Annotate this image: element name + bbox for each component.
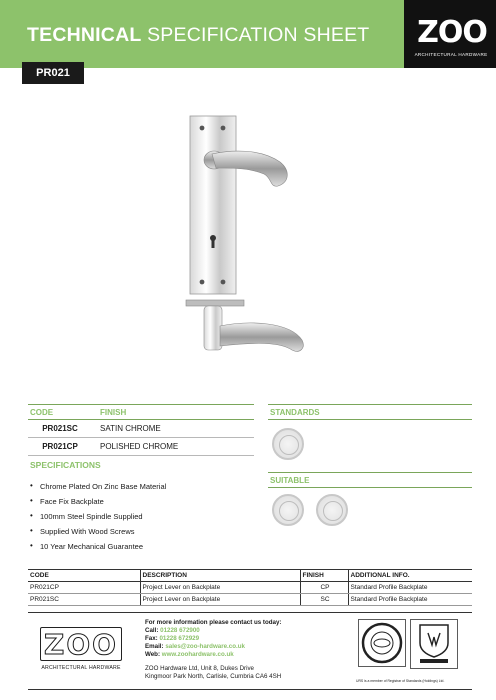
cell-finish: CP xyxy=(300,582,348,594)
cell-additional-info: Standard Profile Backplate xyxy=(348,582,472,594)
cell-additional-info: Standard Profile Backplate xyxy=(348,594,472,606)
table-row xyxy=(28,594,472,606)
cell-code: PR021CP xyxy=(28,582,140,594)
web-link[interactable]: www.zoohardware.co.uk xyxy=(161,651,234,658)
domestic-icon xyxy=(272,494,304,526)
product-table xyxy=(28,569,472,606)
address-line-2: Kingmoor Park North, Carlisle, Cumbria CA6 4SH xyxy=(145,673,282,680)
spec-item: • 100mm Steel Spindle Supplied xyxy=(30,512,254,527)
product-table-header xyxy=(28,570,472,582)
specifications-list xyxy=(28,482,254,557)
col-description: DESCRIPTION xyxy=(140,570,300,582)
web-label: Web: xyxy=(145,651,161,658)
standards-heading: STANDARDS xyxy=(268,404,472,420)
spec-section xyxy=(28,404,254,557)
fax-label: Fax: xyxy=(145,635,158,642)
cell-finish: SC xyxy=(300,594,348,606)
address-line-1: ZOO Hardware Ltd, Unit 8, Dukes Drive xyxy=(145,665,255,672)
spec-item: • 10 Year Mechanical Guarantee xyxy=(30,542,254,557)
footer-tagline: ARCHITECTURAL HARDWARE xyxy=(41,665,121,671)
spec-finish: POLISHED CHROME xyxy=(100,442,179,451)
fax-number: 01228 672929 xyxy=(159,635,200,642)
contact-lead: For more information please contact us today: xyxy=(145,619,282,626)
col-code: CODE xyxy=(28,570,140,582)
brand-logo: ZOO xyxy=(417,15,487,50)
spec-item: • Supplied With Wood Screws xyxy=(30,527,254,542)
specifications-heading: SPECIFICATIONS xyxy=(30,460,101,470)
product-code-tab: PR021 xyxy=(22,62,84,84)
urs-certification-icon xyxy=(358,619,406,667)
ukas-certification-icon xyxy=(410,619,458,669)
product-image xyxy=(160,110,340,380)
fax-line xyxy=(145,635,345,643)
email-label: Email: xyxy=(145,643,164,650)
web-line xyxy=(145,651,345,659)
suitable-heading: SUITABLE xyxy=(268,472,472,488)
table-row xyxy=(28,582,472,594)
phone-line xyxy=(145,627,345,635)
email-link[interactable]: sales@zoo-hardware.co.uk xyxy=(165,643,245,650)
spec-row xyxy=(28,420,254,438)
cell-code: PR021SC xyxy=(28,594,140,606)
cell-description: Project Lever on Backplate xyxy=(140,594,300,606)
light-duty-commercial-icon xyxy=(316,494,348,526)
spec-code: PR021CP xyxy=(42,442,78,451)
spec-row xyxy=(28,438,254,456)
cell-description: Project Lever on Backplate xyxy=(140,582,300,594)
page-title xyxy=(27,24,369,47)
spec-item: • Face Fix Backplate xyxy=(30,497,254,512)
col-additional-info: ADDITIONAL INFO. xyxy=(348,570,472,582)
spec-code: PR021SC xyxy=(42,424,78,433)
spec-item: • Chrome Plated On Zinc Base Material xyxy=(30,482,254,497)
email-line xyxy=(145,643,345,651)
10-year-guarantee-icon xyxy=(272,428,304,460)
header xyxy=(0,0,496,84)
footer xyxy=(28,612,472,690)
phone-number[interactable]: 01228 672900 xyxy=(160,627,200,634)
title-bold: TECHNICAL xyxy=(27,24,142,46)
col-finish: FINISH xyxy=(300,570,348,582)
brand-tagline: ARCHITECTURAL HARDWARE xyxy=(414,52,488,57)
title-rest: SPECIFICATION SHEET xyxy=(147,24,370,46)
spec-header-code: CODE xyxy=(30,407,54,417)
certification-note: URS is a member of Registrar of Standards (Holdings) Ltd. xyxy=(356,679,445,683)
footer-logo: ZOO xyxy=(40,627,122,661)
spec-header-row xyxy=(28,404,254,420)
spec-header-finish: FINISH xyxy=(100,407,127,417)
call-label: Call: xyxy=(145,627,159,634)
contact-block xyxy=(145,619,345,681)
spec-finish: SATIN CHROME xyxy=(100,424,161,433)
standards-section xyxy=(268,404,472,485)
